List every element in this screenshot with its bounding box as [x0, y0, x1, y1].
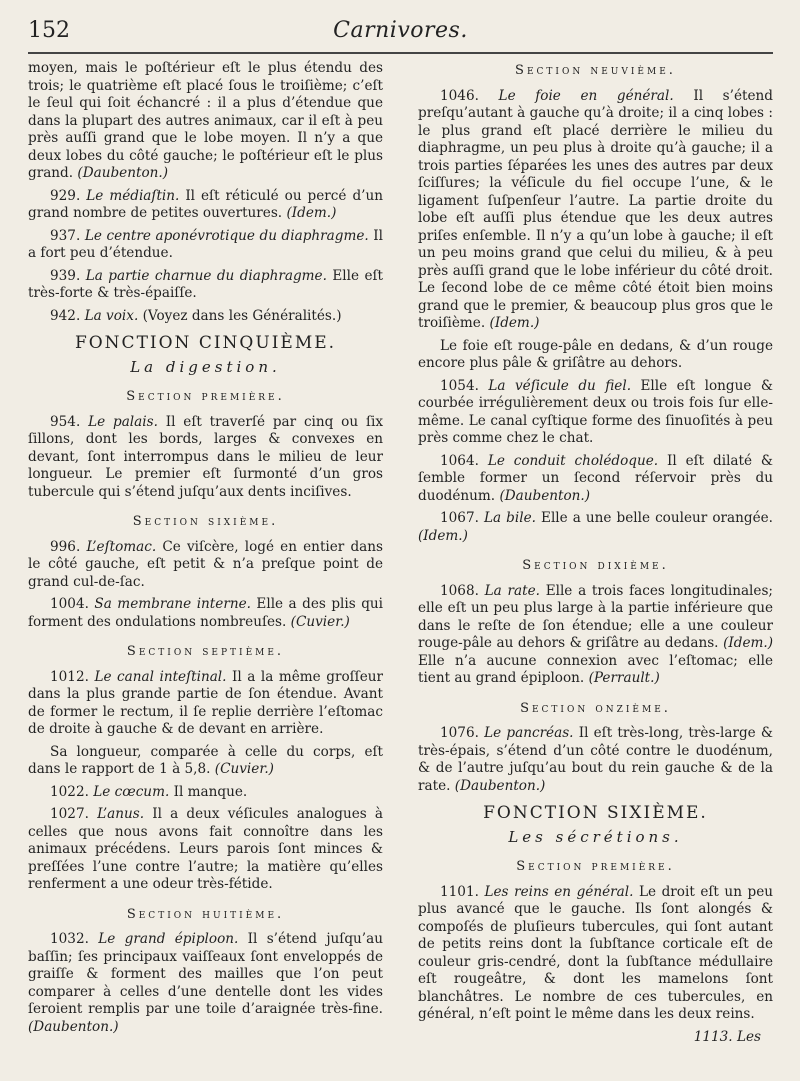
subheading-digestion: La digestion.: [130, 357, 281, 376]
entry-1046: 1046. Le foie en général. Il s’étend preſqu’autant à gauche qu’à droite; il a cinq lobes : le plus grand eſt placé derrière le milieu du diaphragme, un peu plus à droite qu’à gauche; il a trois parties ſéparées les unes des autres par deux ſciſſures; la véſicule du fiel occupe l’une, & le ligament ſuſpenſeur l’autre. La partie droite du lobe eſt auſſi plus étendue que les deux autres priſes enſemble. Il n’y a qu’un lobe à gauche; il eſt un peu moins grand que celui du milieu, & à peu près auſſi grand que le lobe inférieur du côté droit. Le ſecond lobe de ce même côté étoit bien moins grand que le premier, & beaucoup plus gros que le troiſième. (Idem.): [418, 87, 773, 331]
section-heading: Section première.: [516, 859, 675, 874]
section-heading: Section neuvième.: [515, 63, 676, 78]
entry-1027: 1027. L’anus. Il a deux véſicules analogues à celles que nous avons fait connoître dans les animaux précédens. Leurs parois ſont minces & preſſées l’une contre l’autre; la matière qu’elles renferment a une odeur très-fétide.: [28, 806, 383, 892]
entry-939: 939. La partie charnue du diaphragme. Elle eſt très-forte & très-épaiſſe.: [28, 267, 383, 301]
catchword: 1113. Les: [693, 1028, 761, 1045]
paragraph-continuation: moyen, mais le poſtérieur eſt le plus étendu des trois; le quatrième eſt placé ſous le troiſième; c’eſt le ſeul qui ſoit échancré : il a plus d’étendue que dans la plupart des autres animaux, car il eſt à peu près auſſi grand que le lobe moyen. Il n’y a que deux lobes du côté gauche; le poſtérieur eſt le plus grand. (Daubenton.): [28, 60, 383, 181]
entry-1101: 1101. Les reins en général. Le droit eſt un peu plus avancé que le gauche. Ils ſont alongés & compoſés de pluſieurs tubercules, qui ſont autant de petits reins dont la ſubſtance corticale eſt de couleur gris-cendré, dont la ſubſtance médullaire eſt rougeâtre, & dont les mamelons ſont blanchâtres. Le nombre de ces tubercules, en général, n’eſt point le même dans les deux reins.: [418, 883, 773, 1022]
entry-1067: 1067. La bile. Elle a une belle couleur orangée. (Idem.): [418, 510, 773, 544]
entry-929: 929. Le médiaſtin. Il eſt réticulé ou percé d’un grand nombre de petites ouvertures. (Idem.): [28, 187, 383, 221]
entry-1046-continued: Le foie eſt rouge-pâle en dedans, & d’un rouge encore plus pâle & griſâtre au dehors.: [418, 337, 773, 371]
section-heading: Section huitième.: [126, 906, 285, 922]
entry-1012: 1012. Le canal inteſtinal. Il a la même groſſeur dans la plus grande partie de ſon étendue. Avant de former le rectum, il ſe replie derrière l’eſtomac de droite à gauche & de devant en arrière.: [28, 668, 383, 737]
left-column: [28, 60, 383, 1041]
entry-1004: 1004. Sa membrane interne. Elle a des plis qui forment des ondulations nombreuſes. (Cuvier.): [28, 596, 383, 630]
entry-954: 954. Le palais. Il eſt traverſé par cinq ou ſix ſillons, dont les bords, larges & convexes en devant, ſont interrompus dans le milieu de leur longueur. Le premier eſt ſurmonté d’un gros tubercule qui s’étend juſqu’aux dents inciſives.: [28, 413, 383, 500]
section-heading: Section onzième.: [520, 700, 671, 716]
section-heading: Section dixième.: [522, 558, 669, 573]
page-header: [28, 16, 773, 52]
entry-1022: 1022. Le cœcum. Il manque.: [50, 783, 248, 800]
running-title: Carnivores.: [333, 18, 468, 43]
section-heading: Section septième.: [126, 644, 285, 659]
entry-1032: 1032. Le grand épiploon. Il s’étend juſqu’au baſſin; ſes principaux vaiſſeaux ſont enveloppés de graiſſe & forment des mailles que l’on peut comparer à celles d’une dentelle dont les vides ſeroient remplis par une toile d’araignée très-fine. (Daubenton.): [28, 931, 383, 1035]
entry-942: 942. La voix. (Voyez dans les Généralités.): [50, 307, 342, 324]
section-heading: Section sixième.: [132, 514, 279, 529]
page-number: 152: [28, 18, 70, 43]
right-column: [418, 60, 773, 1046]
header-rule: [28, 52, 773, 54]
subheading-secretions: Les sécrétions.: [508, 827, 683, 846]
entry-1012-continued: Sa longueur, comparée à celle du corps, eſt dans le rapport de 1 à 5,8. (Cuvier.): [28, 743, 383, 777]
fonction-heading: FONCTION SIXIÈME.: [483, 803, 708, 823]
section-heading: Section première.: [126, 389, 285, 404]
entry-996: 996. L’eſtomac. Ce viſcère, logé en entier dans le côté gauche, eſt petit & n’a preſque point de grand cul-de-ſac.: [28, 538, 383, 590]
entry-1054: 1054. La véſicule du fiel. Elle eſt longue & courbée irrégulièrement deux ou trois fois ſur elle-même. Le canal cyſtique forme des ſinuoſités à peu près comme chez le chat.: [418, 377, 773, 446]
entry-1064: 1064. Le conduit cholédoque. Il eſt dilaté & ſemble former un ſecond réſervoir près du duodénum. (Daubenton.): [418, 452, 774, 504]
entry-1068: 1068. La rate. Elle a trois faces longitudinales; elle eſt un peu plus large à la partie inférieure que dans le reſte de ſon étendue; elle a une couleur rouge-pâle au dehors & griſâtre au dedans. (Idem.) Elle n’a aucune connexion avec l’eſtomac; elle tient au grand épiploon. (Perrault.): [418, 582, 774, 686]
entry-1076: 1076. Le pancréas. Il eſt très-long, très-large & très-épais, s’étend d’un côté contre le duodénum, & de l’autre juſqu’au bout du rein gauche & de la rate. (Daubenton.): [418, 725, 773, 794]
fonction-heading: FONCTION CINQUIÈME.: [74, 333, 337, 353]
entry-937: 937. Le centre aponévrotique du diaphragme. Il a fort peu d’étendue.: [28, 227, 384, 261]
